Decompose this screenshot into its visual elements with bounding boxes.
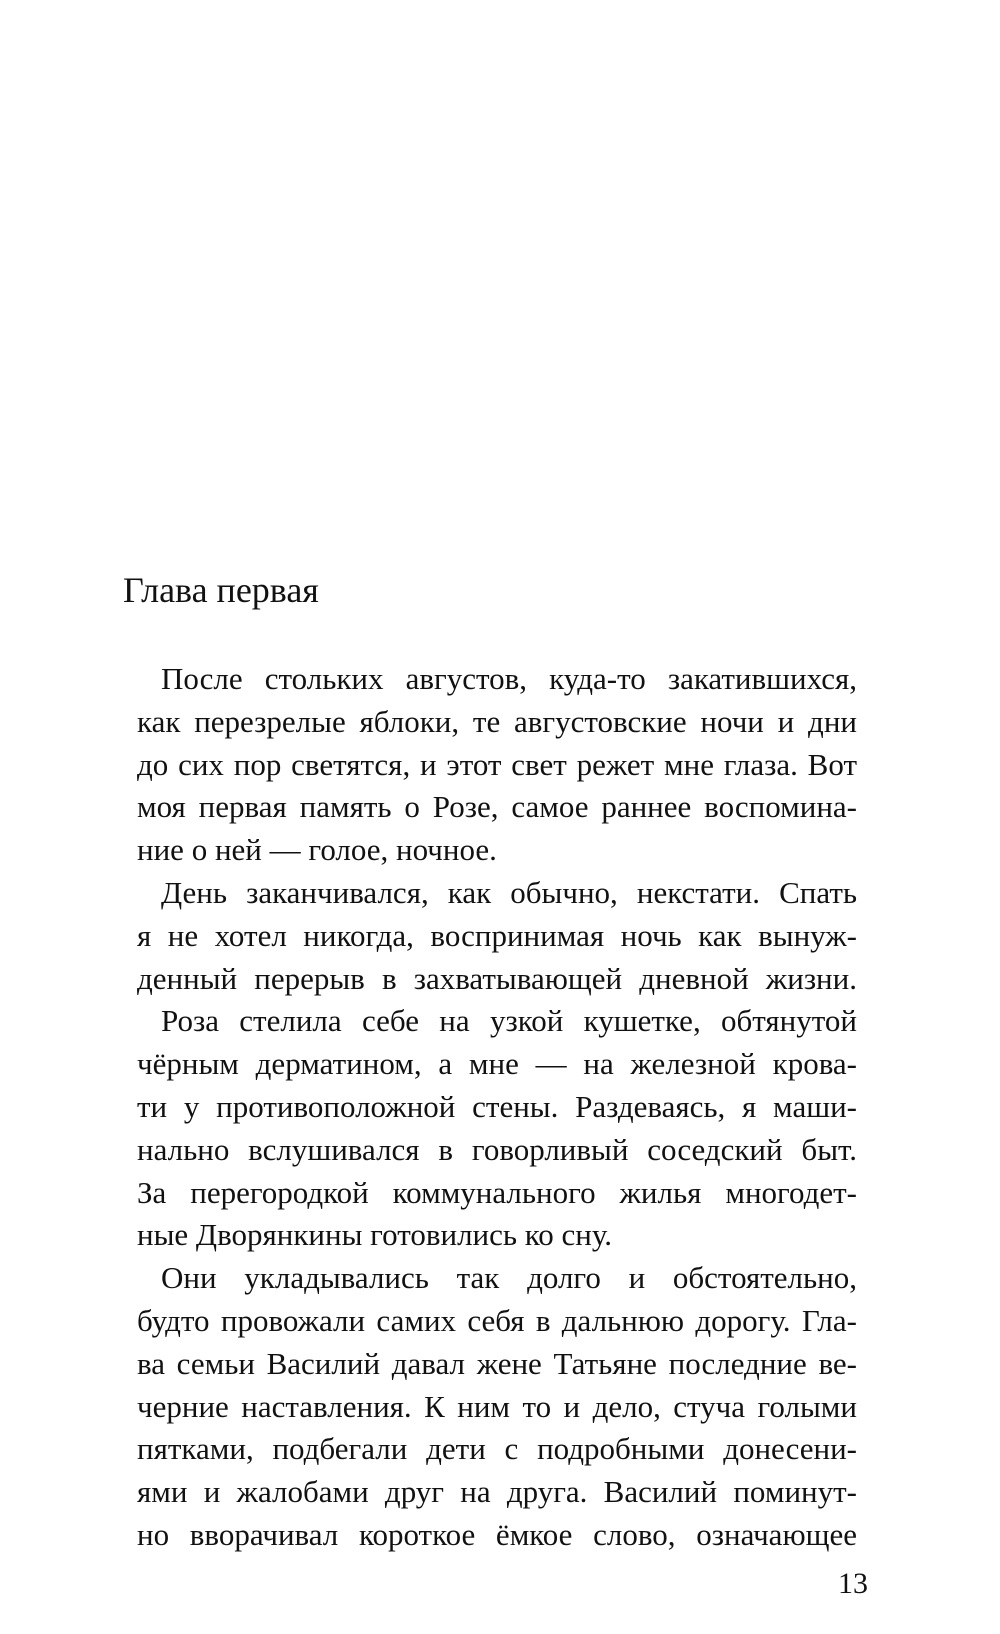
text-line: Роза стелила себе на узкой кушетке, обтянутой — [161, 1003, 857, 1039]
chapter-title: Глава первая — [123, 570, 319, 610]
text-line: чёрным дерматином, а мне — на железной крова- — [137, 1046, 857, 1082]
text-line: ти у противоположной стены. Раздеваясь, я маши- — [137, 1088, 857, 1124]
text-line: ние о ней — голое, ночное. — [137, 832, 497, 868]
text-line: За перегородкой коммунального жилья многодет- — [137, 1174, 857, 1210]
text-line: но вворачивал короткое ёмкое слово, означающее — [137, 1516, 857, 1552]
text-line: нально вслушивался в говорливый соседский быт. — [137, 1131, 857, 1167]
text-line: ями и жалобами друг на друга. Василий поминут- — [137, 1474, 857, 1510]
body-text — [137, 658, 857, 1557]
text-line: После стольких августов, куда-то закатившихся, — [161, 661, 857, 696]
text-line: моя первая память о Розе, самое раннее воспомина- — [137, 789, 857, 825]
text-line: как перезрелые яблоки, те августовские ночи и дни — [137, 703, 857, 739]
text-line: денный перерыв в захватывающей дневной жизни. — [137, 960, 857, 996]
text-line: будто провожали самих себя в дальнюю дорогу. Гла- — [137, 1302, 857, 1338]
text-line: Они укладывались так долго и обстоятельно, — [161, 1260, 857, 1296]
text-line: черние наставления. К ним то и дело, стуча голыми — [137, 1388, 857, 1424]
text-line: ные Дворянкины готовились ко сну. — [137, 1217, 613, 1253]
text-line: ва семьи Василий давал жене Татьяне последние ве- — [137, 1345, 857, 1381]
text-line: до сих пор светятся, и этот свет режет мне глаза. Вот — [137, 746, 857, 782]
text-line: я не хотел никогда, воспринимая ночь как вынуж- — [137, 917, 857, 953]
text-line: пятками, подбегали дети с подробными донесени- — [137, 1431, 857, 1467]
text-line: День заканчивался, как обычно, некстати. Спать — [161, 874, 857, 910]
page-number: 13 — [838, 1567, 868, 1600]
